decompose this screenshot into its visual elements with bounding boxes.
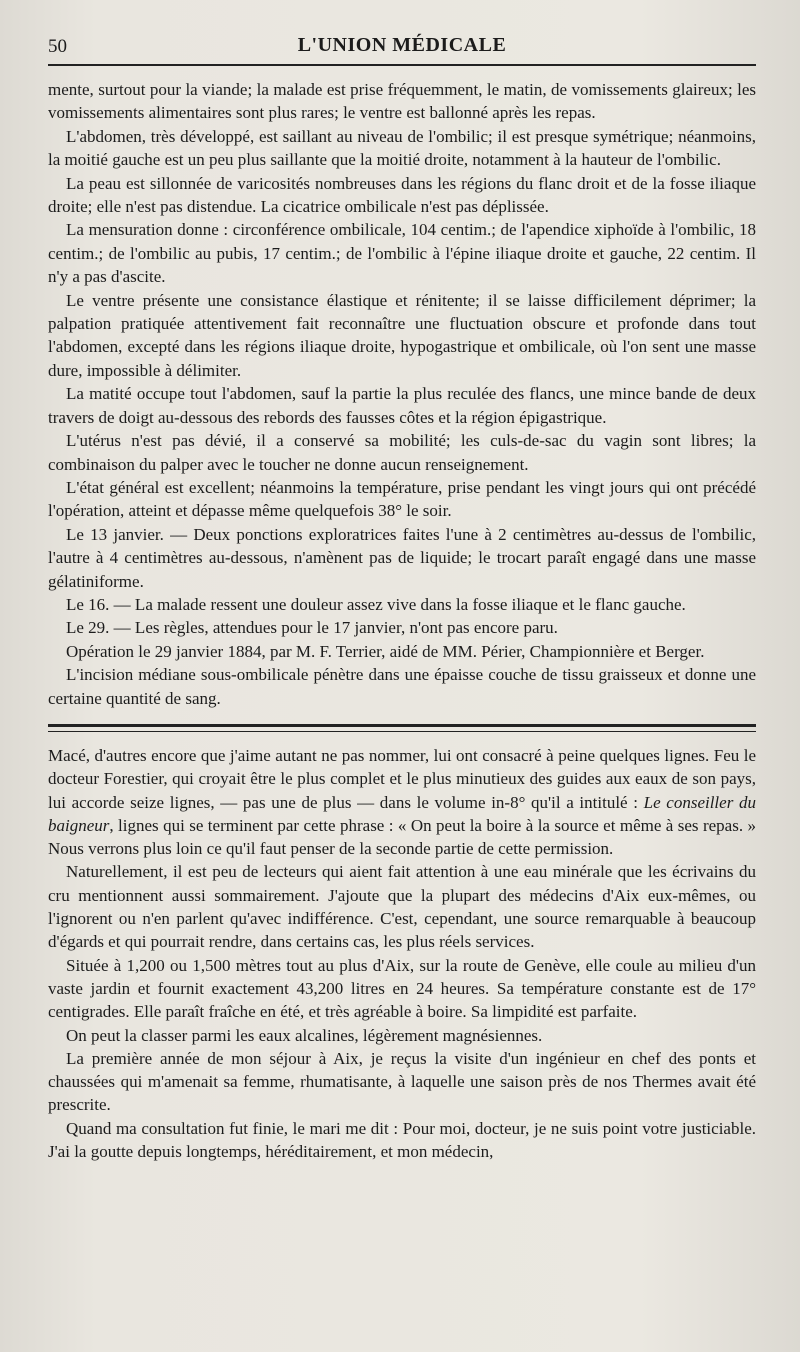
- article-paragraph: L'utérus n'est pas dévié, il a conservé sa mobilité; les culs-de-sac du vagin sont libres; la combinaison du palper avec le toucher ne donne aucun renseignement.: [48, 431, 756, 474]
- page-number: 50: [48, 36, 67, 57]
- feuilleton-body: [48, 744, 756, 1163]
- article-paragraph: Le 16. — La malade ressent une douleur assez vive dans la fosse iliaque et le flanc gauche.: [66, 594, 686, 614]
- running-title: L'UNION MÉDICALE: [297, 34, 507, 56]
- article-body: [48, 78, 756, 710]
- article-paragraph: Le ventre présente une consistance élastique et rénitente; il se laisse difficilement déprimer; la palpation pratiquée attentivement fait reconnaître une fluctuation obscure et profonde dans tout l'abdomen, excepté dans les régions iliaque droite, hypogastrique et ombilicale, où l'on sent une masse dure, impossible à délimiter.: [48, 290, 756, 380]
- feuilleton-paragraph: Quand ma consultation fut finie, le mari me dit : Pour moi, docteur, je ne suis point votre justiciable. J'ai la goutte depuis longtemps, héréditairement, et mon médecin,: [48, 1118, 756, 1162]
- article-paragraph: L'abdomen, très développé, est saillant au niveau de l'ombilic; il est presque symétrique; néanmoins, la moitié gauche est un peu plus saillante que la moitié droite, notamment à la hauteur de l'ombilic.: [48, 126, 756, 170]
- article-paragraph: L'incision médiane sous-ombilicale pénètre dans une épaisse couche de tissu graisseux et donne une certaine quantité de sang.: [48, 665, 756, 708]
- feuilleton-separator-rule: [48, 724, 756, 732]
- article-paragraph: Le 29. — Les règles, attendues pour le 17 janvier, n'ont pas encore paru.: [66, 618, 558, 638]
- feuilleton-paragraph: La première année de mon séjour à Aix, je reçus la visite d'un ingénieur en chef des ponts et chaussées qui m'amenait sa femme, rhumatisante, à laquelle une saison près de nos Thermes avait été prescrite.: [48, 1048, 756, 1115]
- book-title: Le conseiller du baigneur: [48, 792, 756, 835]
- feuilleton-text: Macé, d'autres encore que j'aime autant ne pas nommer, lui ont consacré à peine quelques lignes. Feu le docteur Forestier, qui croyait être le plus complet et le plus minutieux des guides aux eaux de son pays, lui accorde seize lignes, — pas une de plus — dans le volume in-8° qu'il a intitulé :: [48, 745, 756, 812]
- article-paragraph: Le 13 janvier. — Deux ponctions exploratrices faites l'une à 2 centimètres au-dessus de l'ombilic, l'autre à 4 centimètres au-dessous, n'amènent pas de liquide; le trocart paraît engagé dans une masse gélatiniforme.: [48, 524, 756, 591]
- article-paragraph: L'état général est excellent; néanmoins la température, prise pendant les vingt jours qui ont précédé l'opération, atteint et dépasse même quelquefois 38° le soir.: [48, 477, 756, 521]
- feuilleton-paragraph: [48, 744, 756, 860]
- article-paragraph: La mensuration donne : circonférence ombilicale, 104 centim.; de l'apendice xiphoïde à l'ombilic, 18 centim.; de l'ombilic au pubis, 17 centim.; de l'ombilic à l'épine iliaque droite et gauche, 22 centim. Il n'y a pas d'ascite.: [48, 220, 756, 287]
- article-paragraph: Opération le 29 janvier 1884, par M. F. Terrier, aidé de MM. Périer, Championnière et Berger.: [66, 641, 705, 661]
- feuilleton-text: , lignes qui se terminent par cette phrase : « On peut la boire à la source et même à ses repas. » Nous verrons plus loin ce qu'il faut penser de la seconde partie de cette permission.: [48, 815, 756, 859]
- article-paragraph: La matité occupe tout l'abdomen, sauf la partie la plus reculée des flancs, une mince bande de deux travers de doigt au-dessous des rebords des fausses côtes et la région épigastrique.: [48, 384, 756, 427]
- feuilleton-paragraph: On peut la classer parmi les eaux alcalines, légèrement magnésiennes.: [66, 1025, 543, 1045]
- feuilleton-paragraph: Située à 1,200 ou 1,500 mètres tout au plus d'Aix, sur la route de Genève, elle coule au milieu d'un vaste jardin et fournit exactement 43,200 litres en 24 heures. Sa température constante est de 17° centigrades. Elle paraît fraîche en été, et très agréable à boire. Sa limpidité est parfaite.: [48, 955, 756, 1022]
- feuilleton-paragraph: Naturellement, il est peu de lecteurs qui aient fait attention à une eau minérale que les écrivains du cru mentionnent aussi sommairement. J'ajoute que la plupart des médecins d'Aix eux-mêmes, ou l'ignorent ou n'en parlent qu'avec indifférence. C'est, cependant, une source remarquable à beaucoup d'égards et qui pourrait rendre, dans certains cas, les plus réels services.: [48, 862, 756, 952]
- page-header: [48, 30, 756, 66]
- article-paragraph: La peau est sillonnée de varicosités nombreuses dans les régions du flanc droit et de la fosse iliaque droite; elle n'est pas distendue. La cicatrice ombilicale n'est pas déplissée.: [48, 173, 756, 217]
- article-paragraph: mente, surtout pour la viande; la malade est prise fréquemment, le matin, de vomissements glaireux; les vomissements alimentaires sont plus rares; le ventre est ballonné après les repas.: [48, 80, 756, 123]
